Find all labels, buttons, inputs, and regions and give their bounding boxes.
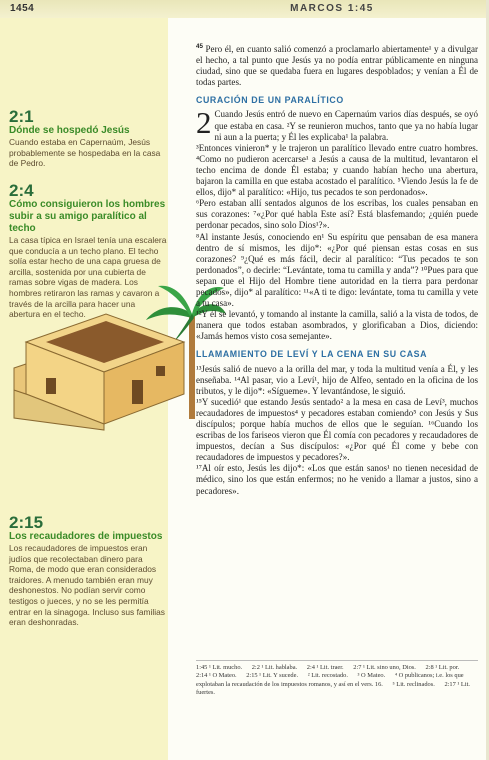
verse-2-1: 2 Cuando Jesús entró de nuevo en Capernaúm varios días después, se oyó que estaba en casa. ²Y se reunieron muchos, tanto que ya no había lugar ni aun a la puerta; y Él les explicaba¹ la palabra.: [196, 105, 478, 142]
footnote: ⁵ Lit. reclinados.: [392, 680, 435, 688]
house-icon: [14, 314, 184, 430]
footnote: 2:4 ¹ Lit. traer.: [306, 664, 344, 671]
verse-2-13: ¹³Jesús salió de nuevo a la orilla del mar, y toda la multitud venía a Él, y les enseñaba. ¹⁴Al pasar, vio a Leví¹, hijo de Alfeo, sentado en la oficina de los tributos, y le dijo*: «Sígueme». Y levantándose, le siguió.: [196, 363, 478, 396]
footnotes: [196, 660, 478, 698]
house-illustration: [6, 262, 226, 432]
section-heading: CURACIÓN DE UN PARALÍTICO: [196, 95, 344, 106]
note-title: Los recaudadores de impuestos: [9, 531, 163, 542]
note-2-15: [9, 514, 167, 628]
note-ref: 2:1: [9, 107, 34, 126]
footnote: 2:17 ¹ Lit. fuertes.: [196, 680, 470, 697]
verse-2-8: ⁸Al instante Jesús, conociendo en¹ Su espíritu que pensaban de esa manera dentro de sí mismos, les dijo*: «¿Por qué piensan estas cosas en sus corazones? ⁹¿Qué es más fácil, decir al paralítico: “Tus pecados te son perdonados”, o decirle: “Levántate, toma tu camilla y anda”? ¹⁰Pues para que sepan que el Hijo del Hombre tiene autoridad en la tierra para perdonar pecados», dijo* al paralítico: ¹¹«A ti te digo: levántate, toma tu camilla y vete a tu casa».: [196, 231, 478, 309]
verse-number: 45: [196, 42, 203, 50]
verse-2-12: ¹²Y él se levantó, y tomando al instante la camilla, salió a la vista de todos, de manera que todos estaban asombrados, y glorificaban a Dios, diciendo: «Jamás hemos visto cosa semejante».: [196, 309, 478, 342]
footnote: 2:2 ¹ Lit. hablaba.: [251, 664, 298, 671]
note-body: Los recaudadores de impuestos eran judíos que recolectaban dinero para Roma, de modo que eran considerados traidores. A menudo también eran muy deshonestos. No podían servir como testigos o jueces, y no se les permitía entrar en la sinagoga. Incluso sus familias eran deshonradas.: [9, 543, 165, 628]
note-title: Cómo consiguieron los hombres subir a su amigo paralítico al techo: [9, 199, 166, 234]
footnote: ² Lit. recostado.: [307, 672, 348, 680]
footnote: 2:7 ¹ Lit. sino uno, Dios.: [353, 664, 416, 671]
footnote: 2:15 ¹ Lit. Y sucede.: [246, 672, 299, 680]
footnote: ⁴ O publicanos; i.e. los que explotaban la recaudación de los impuestos romanos, y así en el vers. 16.: [196, 672, 464, 688]
running-head: MARCOS 1:45: [290, 3, 374, 14]
verse-2-6: ⁶Pero estaban allí sentados algunos de los escribas, los cuales pensaban en sus corazones: ⁷«¿Por qué habla Este así? Está blasfemando; ¿quién puede perdonar pecados, sino solo Dios¹?».: [196, 198, 478, 231]
verse-45: $^{45}$ Pero él, en cuanto salió comenzó a proclamarlo abiertamente¹ y a divulgar el hecho, a tal punto que Jesús ya no podía entrar públicamente en ninguna ciudad, sino que se quedaba fuera en lugares despoblados; y venían a Él de todas partes.: [196, 42, 478, 88]
note-2-1: [9, 108, 167, 169]
note-title: Dónde se hospedó Jesús: [9, 125, 130, 136]
note-ref: 2:4: [9, 181, 34, 200]
footnote: 2:8 ¹ Lit. por.: [425, 664, 460, 671]
footnote: 2:14 ¹ O Mateo.: [196, 672, 237, 680]
footnote: 1:45 ¹ Lit. mucho.: [196, 664, 243, 671]
note-body: La casa típica en Israel tenía una escalera que conducía a un techo plano. El techo solía estar hecho de una capa gruesa de arcilla, sostenida por una cubierta de ramas sobre vigas de madera. Los hombres retiraron las ramas y cavaron a través de la arcilla para hacer una abertura en el techo.: [9, 235, 167, 320]
note-ref: 2:15: [9, 513, 44, 532]
top-bar: [0, 0, 489, 18]
note-body: Cuando estaba en Capernaúm, Jesús probablemente se hospedaba en la casa de Pedro.: [9, 137, 161, 169]
verse-2-15: ¹⁵Y sucedió¹ que estando Jesús sentado² a la mesa en casa de Leví³, muchos recaudadores de impuestos⁴ y pecadores estaban comiendo⁵ con Jesús y Sus discípulos; porque había muchos de ellos que le seguían. ¹⁶Cuando los escribas de los fariseos vieron que Él comía con pecadores y recaudadores de impuestos, decían a Sus discípulos: «¿Por qué Él come y bebe con recaudadores de impuestos y pecadores?».: [196, 396, 478, 463]
scripture-column: [196, 44, 478, 497]
page-number: 1454: [10, 3, 35, 14]
section-heading: LLAMAMIENTO DE LEVÍ Y LA CENA EN SU CASA: [196, 349, 428, 360]
chapter-number: 2: [196, 105, 212, 141]
verse-2-3: ³Entonces vinieron* y le trajeron un paralítico llevado entre cuatro hombres. ⁴Como no pudieron acercarse¹ a Jesús a causa de la multitud, levantaron el techo encima de donde Él estaba; y cuando habían hecho una abertura, bajaron la camilla en que estaba acostado el paralítico. ⁵Viendo Jesús la fe de ellos, dijo* al paralítico: «Hijo, tus pecados te son perdonados».: [196, 142, 478, 198]
verse-2-17: ¹⁷Al oír esto, Jesús les dijo*: «Los que están sanos¹ no tienen necesidad de médico, sino los que están enfermos; no he venido a llamar a justos, sino a pecadores».: [196, 463, 478, 496]
footnote: ³ O Mateo.: [357, 672, 386, 680]
